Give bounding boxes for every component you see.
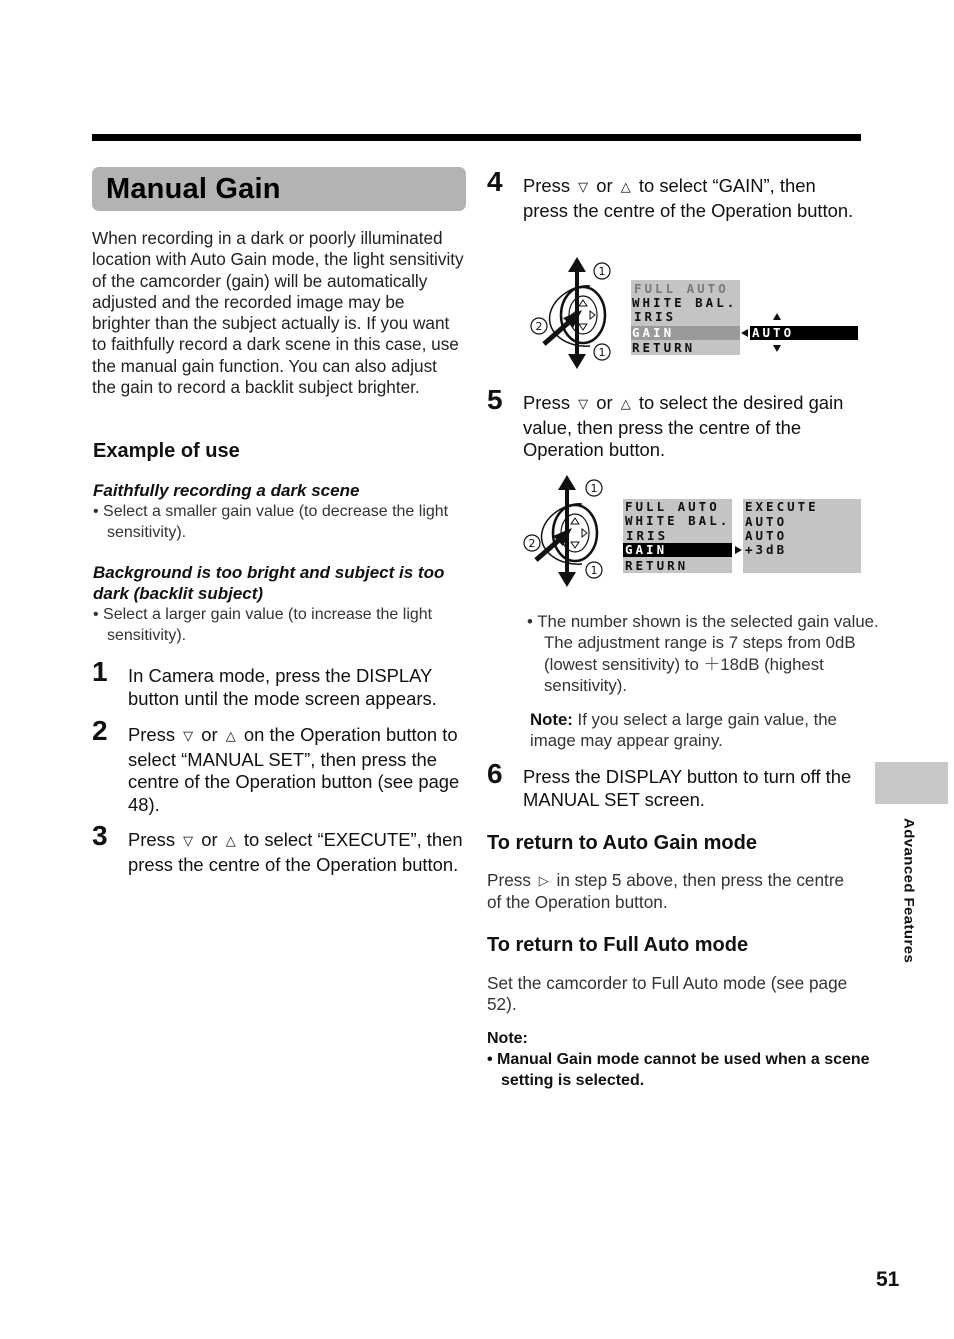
callout-label: 1 [590,482,598,495]
step-number: 2 [92,715,108,746]
menu-item: IRIS [626,528,669,543]
step-number: 6 [487,758,503,789]
step-number: 5 [487,384,503,415]
down-arrow-icon [773,345,781,352]
menu-screen [631,280,858,355]
step-4-text: Press ▽ or △ to select “GAIN”, then press the centre of the Operation button. [523,175,854,221]
up-triangle-icon: △ [225,833,236,848]
menu-value: AUTO [752,325,795,340]
step4-diagram [526,256,862,372]
menu-item: IRIS [634,309,677,324]
step-number: 1 [92,656,108,687]
callout-label: 1 [598,265,606,278]
down-triangle-icon: ▽ [578,396,589,411]
step5-diagram [518,474,862,590]
up-triangle-icon: △ [620,179,631,194]
step-number: 3 [92,820,108,851]
callout-label: 1 [590,564,598,577]
right-triangle-icon: ▷ [538,873,549,888]
full-auto-heading: To return to Full Auto mode [487,934,749,956]
down-triangle-icon: ▽ [183,728,194,743]
top-rule [92,134,861,141]
callout-label: 1 [598,346,606,359]
up-triangle-icon: △ [225,728,236,743]
operation-button-icon [544,257,605,369]
up-triangle-icon: △ [620,396,631,411]
example-case1-title: Faithfully recording a dark scene [93,481,360,500]
callout-label: 2 [535,320,543,333]
down-triangle-icon: ▽ [578,179,589,194]
up-arrow-icon [773,313,781,320]
example-case1-bullet: • Select a smaller gain value (to decrease the light sensitivity). [93,503,449,541]
step-number: 4 [487,166,503,197]
menu-item: WHITE BAL. [625,513,731,528]
step-6-text: Press the DISPLAY button to turn off the MANUAL SET screen. [523,766,852,810]
final-note-bullet: • Manual Gain mode cannot be used when a scene setting is selected. [487,1051,870,1089]
menu-item: RETURN [625,558,689,573]
auto-gain-heading: To return to Auto Gain mode [487,832,757,854]
final-note-label: Note: [487,1030,528,1047]
menu-item: WHITE BAL. [632,295,738,310]
menu-value: AUTO [745,528,788,543]
full-auto-text: Set the camcorder to Full Auto mode (see page 52). [487,973,848,1015]
menu-item: FULL AUTO [634,281,729,296]
menu-value: AUTO [745,514,788,529]
example-heading: Example of use [93,440,240,462]
menu-value: +3dB [745,542,788,557]
page-title: Manual Gain [106,173,281,205]
menu-item: RETURN [632,340,696,355]
note-label: Note: [530,710,573,729]
menu-value: EXECUTE [745,499,819,514]
down-triangle-icon: ▽ [183,833,194,848]
menu-item-selected: GAIN [632,325,675,340]
operation-button-icon [536,475,597,587]
step5-bullet: • The number shown is the selected gain value. The adjustment range is 7 steps from 0dB (lowest sensitivity) to ＋18dB (highest sensitivity). [527,612,879,695]
menu-screen [623,499,861,573]
section-tab [875,762,948,804]
title-box [92,167,466,211]
section-label: Advanced Features [900,818,917,964]
callout-label: 2 [528,537,536,550]
intro-paragraph: When recording in a dark or poorly illuminated location with Auto Gain mode, the light sensitivity of the camcorder (gain) will be automatically adjusted and the recorded image may be brighter than the subject actually is. If you want to faithfully record a dark scene in this case, use the manual gain function. You can also adjust the gain to record a backlit subject brighter. [92,228,464,398]
menu-item-selected: GAIN [625,542,668,557]
page-number: 51 [876,1268,900,1291]
step-3-text: Press ▽ or △ to select “EXECUTE”, then press the centre of the Operation button. [128,829,463,875]
example-case2-bullet: • Select a larger gain value (to increase the light sensitivity). [93,606,433,644]
step-5-text: Press ▽ or △ to select the desired gain value, then press the centre of the Operation button. [523,392,844,461]
step-1-text: In Camera mode, press the DISPLAY button until the mode screen appears. [128,665,437,709]
step-2-text: Press ▽ or △ on the Operation button to select “MANUAL SET”, then press the centre of the Operation button (see page 48). [128,724,460,816]
example-case2-title: Background is too bright and subject is too dark (backlit subject) [93,563,445,603]
step5-note: Note: If you select a large gain value, the image may appear grainy. [530,710,837,751]
auto-gain-text: Press ▷ in step 5 above, then press the centre of the Operation button. [487,870,845,913]
menu-item: FULL AUTO [625,499,720,514]
